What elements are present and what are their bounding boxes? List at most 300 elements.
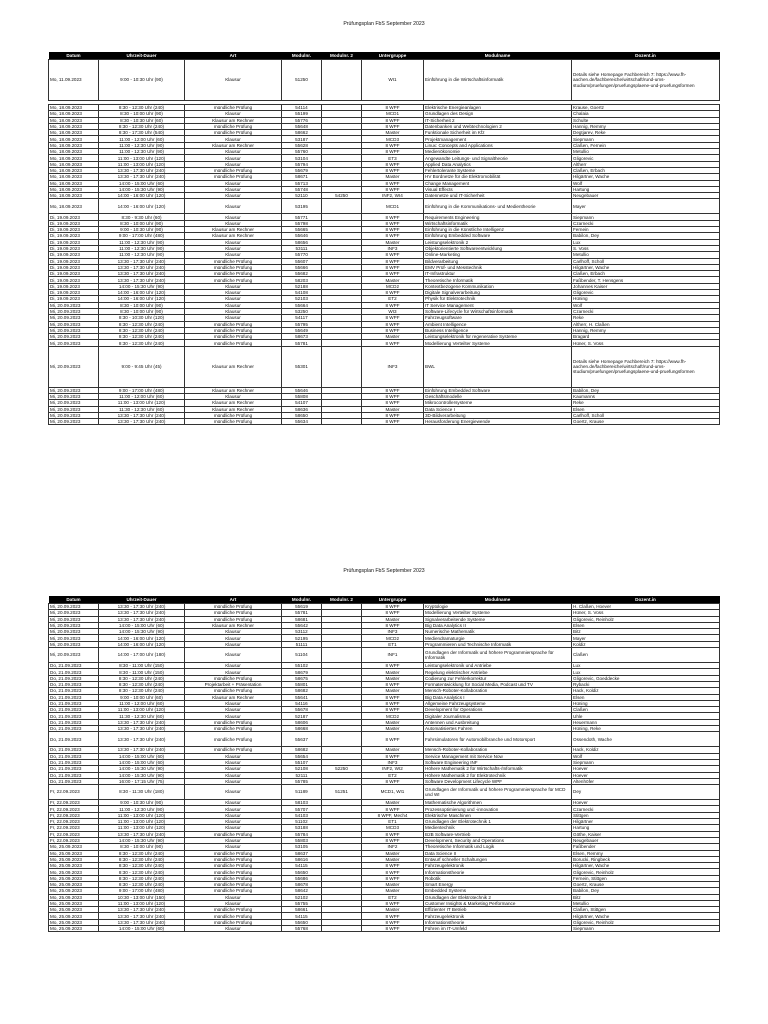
cell-art: Klausur am Rechner xyxy=(185,406,282,412)
cell-modulnr: 58606 xyxy=(282,719,322,725)
cell-untergruppe: Master xyxy=(362,239,424,245)
cell-dozent: Claßen xyxy=(572,707,720,713)
cell-untergruppe: 8 WPF xyxy=(362,837,424,843)
cell-modulname: Leistungselektronik 2 xyxy=(424,239,572,245)
cell-untergruppe: MCD3 xyxy=(362,136,424,142)
cell-modulnr: 53250 xyxy=(282,308,322,314)
cell-uhrzeit: 11:00 - 13:00 Uhr (120) xyxy=(99,161,185,167)
cell-dozent: Babilon, Dey xyxy=(572,233,720,239)
cell-modulnr: 58636 xyxy=(282,406,322,412)
cell-modulnr: 55634 xyxy=(282,419,322,425)
cell-dozent: Hüner, S. Voss xyxy=(572,340,720,346)
cell-art: Klausur am Rechner xyxy=(185,346,282,387)
cell-modulnr: 54116 xyxy=(282,700,322,706)
cell-art: mündliche Prüfung xyxy=(185,688,282,694)
cell-dozent: Krause, Goertz xyxy=(572,105,720,111)
cell-modulnr: 58662 xyxy=(282,130,322,136)
cell-art: mündliche Prüfung xyxy=(185,747,282,753)
cell-modulname: Digitaler Journalismus xyxy=(424,713,572,719)
cell-modulname: Grundlagen des Design xyxy=(424,111,572,117)
cell-datum: Mo, 25.09.2023 xyxy=(49,844,99,850)
cell-datum: Mo, 25.09.2023 xyxy=(49,913,99,919)
cell-art: mündliche Prüfung xyxy=(185,913,282,919)
cell-modulnr: 51250 xyxy=(282,60,322,101)
cell-modulname: Geschäftsmodelle xyxy=(424,393,572,399)
cell-dozent: Ossendoth, Wache xyxy=(572,732,720,747)
cell-dozent: Göthe, Kaiser xyxy=(572,831,720,837)
cell-untergruppe: 8 WPF xyxy=(362,387,424,393)
cell-untergruppe: 8 WPF xyxy=(362,233,424,239)
cell-untergruppe: INF2, WI4 xyxy=(362,193,424,199)
cell-dozent: Metullio xyxy=(572,900,720,906)
cell-modulnr: 58616 xyxy=(282,856,322,862)
cell-uhrzeit: 8:30 - 10:00 Uhr (90) xyxy=(99,220,185,226)
cell-uhrzeit: 11:00 - 13:00 Uhr (120) xyxy=(99,400,185,406)
cell-uhrzeit: 11:00 - 13:00 Uhr (120) xyxy=(99,707,185,713)
cell-untergruppe: 8 WPF xyxy=(362,258,424,264)
cell-uhrzeit: 14:00 - 15:30 Uhr (90) xyxy=(99,283,185,289)
cell-modulname: EMV Prüf- und Messtechnik xyxy=(424,264,572,270)
cell-uhrzeit: 11:00 - 12:00 Uhr (60) xyxy=(99,136,185,142)
cell-dozent: Claßen xyxy=(572,648,720,663)
cell-modulname: Theoretische Informatik xyxy=(424,277,572,283)
cell-untergruppe: 8 WPF xyxy=(362,321,424,327)
column-header-modulnr-2: Modulnr. 2 xyxy=(322,596,362,604)
cell-untergruppe: 8 WPF xyxy=(362,919,424,925)
cell-modulnr: 55785 xyxy=(282,778,322,784)
cell-dozent: Gligorevic, Reinholz xyxy=(572,869,720,875)
cell-art: Klausur xyxy=(185,111,282,117)
cell-modulnr: 58103 xyxy=(282,800,322,806)
cell-modulname: Grundlagen der Informatik und höhere Programmiersprache für MCD und WI xyxy=(424,785,572,800)
cell-dozent: Elsen xyxy=(572,406,720,412)
cell-art: Klausur xyxy=(185,669,282,675)
cell-modulname: Development for Operations xyxy=(424,707,572,713)
cell-datum: Mo, 25.09.2023 xyxy=(49,856,99,862)
cell-datum: Mo, 18.09.2023 xyxy=(49,149,99,155)
cell-dozent: Hilgärtner, Wache xyxy=(572,913,720,919)
cell-untergruppe: 8 WPF xyxy=(362,412,424,418)
cell-art: mündliche Prüfung xyxy=(185,340,282,346)
cell-uhrzeit: 8:30 - 10:00 Uhr (90) xyxy=(99,111,185,117)
cell-datum: Mo, 25.09.2023 xyxy=(49,894,99,900)
cell-dozent: Elsen xyxy=(572,622,720,628)
cell-uhrzeit: 13:30 - 17:30 Uhr (240) xyxy=(99,831,185,837)
cell-uhrzeit: 8:30 - 12:30 Uhr (240) xyxy=(99,334,185,340)
cell-uhrzeit: 8:30 - 9:30 Uhr (60) xyxy=(99,214,185,220)
cell-uhrzeit: 11:00 - 12:30 Uhr (90) xyxy=(99,806,185,812)
cell-untergruppe: 8 WPF xyxy=(362,149,424,155)
cell-modulnr: 55619 xyxy=(282,604,322,610)
cell-dozent: Metullio xyxy=(572,252,720,258)
cell-datum: Mo, 18.09.2023 xyxy=(49,117,99,123)
cell-modulnr: 52102 xyxy=(282,894,322,900)
cell-datum: Mi, 20.09.2023 xyxy=(49,635,99,641)
cell-untergruppe: 8 WPF xyxy=(362,180,424,186)
cell-uhrzeit: 11:00 - 12:30 Uhr (90) xyxy=(99,142,185,148)
cell-datum: Mo, 18.09.2023 xyxy=(49,199,99,214)
cell-art: Klausur xyxy=(185,214,282,220)
cell-modulnr: 55664 xyxy=(282,302,322,308)
cell-untergruppe: 8 WPF xyxy=(362,271,424,277)
cell-uhrzeit: 14:00 - 15:30 Uhr (90) xyxy=(99,629,185,635)
cell-modulnr: 58678 xyxy=(282,881,322,887)
cell-uhrzeit: 16:00 - 17:15 Uhr (75) xyxy=(99,778,185,784)
cell-untergruppe: MCD3 xyxy=(362,825,424,831)
cell-datum: Do, 21.09.2023 xyxy=(49,707,99,713)
cell-modulname: Customer Insights & Marketing Performance xyxy=(424,900,572,906)
cell-uhrzeit: 11:00 - 12:30 Uhr (90) xyxy=(99,245,185,251)
cell-modulnr: 55646 xyxy=(282,387,322,393)
cell-dozent: Czarnecki xyxy=(572,308,720,314)
cell-modulname: Einführung Embedded Software xyxy=(424,387,572,393)
cell-art: Klausur xyxy=(185,772,282,778)
cell-modulnr: 55199 xyxy=(282,111,322,117)
cell-dozent: Wolf xyxy=(572,302,720,308)
cell-datum: Mi, 20.09.2023 xyxy=(49,308,99,314)
cell-dozent: Siepmann xyxy=(572,926,720,932)
cell-modulname: Datenbanken und Webtechnologien 2 xyxy=(424,123,572,129)
table-row xyxy=(49,732,720,747)
cell-modulnr: 55650 xyxy=(282,869,322,875)
cell-modulnr: 55678 xyxy=(282,707,322,713)
cell-datum: Mo, 18.09.2023 xyxy=(49,167,99,173)
table-row xyxy=(49,199,720,214)
cell-modulname: IT-Sicherheit 2 xyxy=(424,117,572,123)
cell-untergruppe: Master xyxy=(362,719,424,725)
cell-modulname: HV Bordnetze für die Elektromobilität xyxy=(424,174,572,180)
cell-uhrzeit: 11:00 - 12:30 Uhr (90) xyxy=(99,239,185,245)
cell-modulnr: 55794 xyxy=(282,161,322,167)
cell-datum: Mo, 18.09.2023 xyxy=(49,186,99,192)
cell-datum: Mo, 18.09.2023 xyxy=(49,105,99,111)
cell-modulnr: 58656 xyxy=(282,239,322,245)
cell-art: mündliche Prüfung xyxy=(185,881,282,887)
cell-modulname: Software Development Lifecycle WPF xyxy=(424,778,572,784)
cell-uhrzeit: 14:00 - 15:30 Uhr (90) xyxy=(99,837,185,843)
cell-modulname: Business Intelligence xyxy=(424,327,572,333)
cell-art: Klausur xyxy=(185,753,282,759)
cell-dozent: Elsen, Remmy xyxy=(572,850,720,856)
cell-datum: Di, 19.09.2023 xyxy=(49,277,99,283)
cell-untergruppe: Master xyxy=(362,800,424,806)
cell-datum: Fr, 22.09.2023 xyxy=(49,831,99,837)
column-header-art: Art xyxy=(185,52,282,60)
cell-dozent: Altherr, H. Claßen xyxy=(572,321,720,327)
cell-dozent: Altherr xyxy=(572,161,720,167)
cell-art: Klausur xyxy=(185,844,282,850)
cell-art: mündliche Prüfung xyxy=(185,919,282,925)
cell-uhrzeit: 8:30 - 12:30 Uhr (240) xyxy=(99,869,185,875)
cell-modulnr: 54107 xyxy=(282,400,322,406)
cell-untergruppe: Master xyxy=(362,907,424,913)
cell-untergruppe: 8 WPF xyxy=(362,252,424,258)
cell-uhrzeit: 8:30 - 11:00 Uhr (150) xyxy=(99,663,185,669)
cell-datum: Mi, 20.09.2023 xyxy=(49,315,99,321)
cell-untergruppe: 8 WPF xyxy=(362,419,424,425)
cell-modulnr: 53104 xyxy=(282,155,322,161)
cell-untergruppe: 8 WPF xyxy=(362,681,424,687)
cell-art: mündliche Prüfung xyxy=(185,726,282,732)
cell-art: Klausur am Rechner xyxy=(185,694,282,700)
cell-modulname: Smart Energy xyxy=(424,881,572,887)
cell-untergruppe: MCD2 xyxy=(362,713,424,719)
cell-uhrzeit: 8:30 - 12:30 Uhr (240) xyxy=(99,688,185,694)
cell-dozent: Claßen, Fernein xyxy=(572,142,720,148)
cell-modulname: Requirements Engineering xyxy=(424,214,572,220)
cell-datum: Mi, 20.09.2023 xyxy=(49,412,99,418)
cell-dozent: Borucki, Ringbeck xyxy=(572,856,720,862)
cell-art: Klausur am Rechner xyxy=(185,622,282,628)
cell-untergruppe: 8 WPF xyxy=(362,604,424,610)
cell-datum: Di, 19.09.2023 xyxy=(49,258,99,264)
cell-modulnr: 53112 xyxy=(282,629,322,635)
cell-untergruppe: 8 WPF xyxy=(362,142,424,148)
cell-untergruppe: Master xyxy=(362,747,424,753)
cell-dozent: Carlhoff, Scholl xyxy=(572,258,720,264)
cell-art: Klausur xyxy=(185,800,282,806)
cell-uhrzeit: 11:00 - 13:00 Uhr (120) xyxy=(99,155,185,161)
cell-datum: Mo, 25.09.2023 xyxy=(49,926,99,932)
cell-uhrzeit: 10:30 - 13:00 Uhr (150) xyxy=(99,894,185,900)
cell-art: Klausur xyxy=(185,161,282,167)
cell-modulnr-2 xyxy=(322,60,362,101)
cell-dozent: Hilgärtner, Wache xyxy=(572,264,720,270)
cell-dozent: Siepmann xyxy=(572,214,720,220)
cell-untergruppe: MCD1, WI1 xyxy=(362,785,424,800)
cell-dozent: Wolf xyxy=(572,180,720,186)
cell-untergruppe: INF3 xyxy=(362,629,424,635)
cell-art: Klausur xyxy=(185,220,282,226)
cell-uhrzeit: 13:30 - 17:30 Uhr (240) xyxy=(99,726,185,732)
cell-art: Klausur xyxy=(185,641,282,647)
cell-modulnr-2 xyxy=(322,199,362,214)
cell-uhrzeit: 13:30 - 17:30 Uhr (240) xyxy=(99,419,185,425)
cell-art: Klausur xyxy=(185,713,282,719)
cell-datum: Do, 21.09.2023 xyxy=(49,747,99,753)
cell-untergruppe: 8 WPF xyxy=(362,214,424,220)
cell-uhrzeit: 13:30 - 17:30 Uhr (240) xyxy=(99,747,185,753)
cell-modulnr: 55713 xyxy=(282,180,322,186)
cell-modulnr: 55102 xyxy=(282,663,322,669)
cell-modulname: Grundlagen der Informatik und höhere Programmiersprache für Informatik xyxy=(424,648,572,663)
cell-art: Klausur xyxy=(185,819,282,825)
cell-uhrzeit: 8:30 - 12:30 Uhr (240) xyxy=(99,881,185,887)
cell-uhrzeit: 13:30 - 17:30 Uhr (240) xyxy=(99,919,185,925)
cell-modulnr-2 xyxy=(322,926,362,932)
cell-modulname: Software Engineering INF xyxy=(424,759,572,765)
cell-dozent: Hartung xyxy=(572,825,720,831)
cell-modulnr-2 xyxy=(322,419,362,425)
cell-modulname: Mathematische Algorithmen xyxy=(424,800,572,806)
cell-modulnr: 54115 xyxy=(282,863,322,869)
cell-art: Klausur am Rechner xyxy=(185,233,282,239)
cell-modulname: Wirtschaftsinformatik xyxy=(424,220,572,226)
cell-uhrzeit: 8:30 - 10:30 Uhr (120) xyxy=(99,315,185,321)
cell-art: Klausur xyxy=(185,766,282,772)
cell-modulname: Informationstheorie xyxy=(424,869,572,875)
cell-dozent: Wolf xyxy=(572,753,720,759)
cell-modulnr: 55798 xyxy=(282,220,322,226)
cell-art: Klausur xyxy=(185,648,282,663)
cell-uhrzeit: 11:00 - 12:00 Uhr (60) xyxy=(99,700,185,706)
cell-modulnr: 58682 xyxy=(282,747,322,753)
cell-uhrzeit: 14:00 - 16:00 Uhr (120) xyxy=(99,296,185,302)
cell-art: Klausur am Rechner xyxy=(185,117,282,123)
cell-untergruppe: 8 WPF xyxy=(362,622,424,628)
cell-modulnr: 55654 xyxy=(282,753,322,759)
cell-modulnr: 58671 xyxy=(282,174,322,180)
cell-datum: Di, 19.09.2023 xyxy=(49,214,99,220)
cell-uhrzeit: 13:30 - 17:30 Uhr (240) xyxy=(99,271,185,277)
cell-modulnr: 55607 xyxy=(282,258,322,264)
cell-untergruppe: 8 WPF xyxy=(362,117,424,123)
cell-datum: Mo, 18.09.2023 xyxy=(49,111,99,117)
cell-dozent: Gligorevic, Reinholz xyxy=(572,616,720,622)
cell-dozent: Chalaia xyxy=(572,111,720,117)
cell-art: mündliche Prüfung xyxy=(185,831,282,837)
cell-datum: Do, 21.09.2023 xyxy=(49,778,99,784)
cell-uhrzeit: 8:30 - 10:00 Uhr (90) xyxy=(99,308,185,314)
cell-modulnr: 55795 xyxy=(282,321,322,327)
cell-modulnr: 55776 xyxy=(282,117,322,123)
cell-untergruppe: 8 WPF xyxy=(362,863,424,869)
cell-uhrzeit: 13:30 - 17:30 Uhr (240) xyxy=(99,264,185,270)
cell-dozent: Schulte xyxy=(572,117,720,123)
cell-datum: Mo, 18.09.2023 xyxy=(49,174,99,180)
cell-art: Klausur xyxy=(185,806,282,812)
cell-dozent: Faßbender, T. Hensgens xyxy=(572,277,720,283)
exam-schedule-table xyxy=(48,52,720,425)
cell-untergruppe: 8 WPF xyxy=(362,302,424,308)
cell-dozent: Reke xyxy=(572,315,720,321)
cell-datum: Mo, 25.09.2023 xyxy=(49,881,99,887)
cell-modulname: Robotik xyxy=(424,875,572,881)
cell-uhrzeit: 8:30 - 12:30 Uhr (240) xyxy=(99,327,185,333)
cell-untergruppe: 8 WPF, Mech4 xyxy=(362,812,424,818)
cell-uhrzeit: 13:30 - 17:30 Uhr (240) xyxy=(99,167,185,173)
cell-art: mündliche Prüfung xyxy=(185,719,282,725)
cell-modulnr: 54117 xyxy=(282,315,322,321)
cell-modulnr: 55748 xyxy=(282,186,322,192)
cell-datum: Di, 19.09.2023 xyxy=(49,290,99,296)
cell-modulname: Einführung Embedded Software xyxy=(424,233,572,239)
cell-untergruppe: ET2 xyxy=(362,894,424,900)
cell-untergruppe: INF1 xyxy=(362,648,424,663)
cell-dozent: Gligorevic, Goeddecke xyxy=(572,675,720,681)
cell-art: Klausur xyxy=(185,60,282,101)
cell-modulnr: 55686 xyxy=(282,875,322,881)
cell-art: mündliche Prüfung xyxy=(185,277,282,283)
cell-untergruppe: Master xyxy=(362,616,424,622)
cell-modulnr: 58679 xyxy=(282,669,322,675)
cell-datum: Do, 21.09.2023 xyxy=(49,675,99,681)
cell-modulname: Signalverarbeitende Systeme xyxy=(424,616,572,622)
cell-modulnr: 54114 xyxy=(282,105,322,111)
cell-modulname: Embedded Systems xyxy=(424,888,572,894)
cell-art: mündliche Prüfung xyxy=(185,258,282,264)
cell-art: Klausur xyxy=(185,700,282,706)
cell-modulnr: 58675 xyxy=(282,675,322,681)
page-title: Prüfungsplan FbS September 2023 xyxy=(343,21,425,27)
cell-datum: Mi, 20.09.2023 xyxy=(49,604,99,610)
cell-modulnr: 53188 xyxy=(282,825,322,831)
cell-modulnr: 58650 xyxy=(282,412,322,418)
column-header-dozent: Dozent.in xyxy=(572,52,720,60)
cell-modulname: Antennen und Ausbreitung xyxy=(424,719,572,725)
cell-datum: Mo, 25.09.2023 xyxy=(49,875,99,881)
cell-modulnr: 53187 xyxy=(282,136,322,142)
cell-modulname: Visual Effects xyxy=(424,186,572,192)
cell-modulname: Informationstheorie xyxy=(424,919,572,925)
cell-dozent: Uhle xyxy=(572,713,720,719)
cell-datum: Mi, 20.09.2023 xyxy=(49,622,99,628)
cell-art: mündliche Prüfung xyxy=(185,419,282,425)
cell-datum: Mo, 18.09.2023 xyxy=(49,161,99,167)
cell-uhrzeit: 13:30 - 17:30 Uhr (240) xyxy=(99,616,185,622)
cell-uhrzeit: 13:30 - 17:30 Uhr (240) xyxy=(99,719,185,725)
table-row xyxy=(49,785,720,800)
cell-dozent: Hüner, S. Voss xyxy=(572,610,720,616)
cell-dozent: Lux xyxy=(572,669,720,675)
cell-untergruppe: Master xyxy=(362,334,424,340)
cell-datum: Di, 19.09.2023 xyxy=(49,271,99,277)
cell-dozent: Bitz xyxy=(572,629,720,635)
cell-datum: Mi, 20.09.2023 xyxy=(49,648,99,663)
cell-modulnr: 54108 xyxy=(282,290,322,296)
cell-dozent: Fernein xyxy=(572,227,720,233)
cell-modulnr: 55781 xyxy=(282,610,322,616)
cell-modulname: Codierung zur Fehlerkorrektur xyxy=(424,675,572,681)
cell-datum: Mi, 20.09.2023 xyxy=(49,387,99,393)
table-header-row xyxy=(49,52,720,60)
cell-datum: Mo, 18.09.2023 xyxy=(49,155,99,161)
cell-untergruppe: MCD2 xyxy=(362,283,424,289)
cell-dozent: Hack, Koldiz xyxy=(572,747,720,753)
cell-dozent: Fernein, Stittgen xyxy=(572,875,720,881)
cell-datum: Mi, 20.09.2023 xyxy=(49,629,99,635)
cell-datum: Do, 21.09.2023 xyxy=(49,759,99,765)
cell-modulnr: 55641 xyxy=(282,694,322,700)
cell-untergruppe: 8 WPF xyxy=(362,700,424,706)
cell-untergruppe: ET3 xyxy=(362,155,424,161)
cell-uhrzeit: 13:30 - 17:30 Uhr (240) xyxy=(99,604,185,610)
cell-modulname: Software-Lifecycle für Wirtschaftsinformatik xyxy=(424,308,572,314)
cell-datum: Do, 21.09.2023 xyxy=(49,753,99,759)
cell-untergruppe: MCD1 xyxy=(362,199,424,214)
cell-uhrzeit: 11:00 - 13:00 Uhr (120) xyxy=(99,812,185,818)
cell-art: Klausur xyxy=(185,629,282,635)
cell-dozent: Hilgärtner xyxy=(572,819,720,825)
cell-modulnr: 53195 xyxy=(282,199,322,214)
cell-modulname: Modellierung Verteilter Systeme xyxy=(424,610,572,616)
cell-datum: Do, 21.09.2023 xyxy=(49,766,99,772)
column-header-art: Art xyxy=(185,596,282,604)
cell-art: Klausur xyxy=(185,812,282,818)
exam-schedule-table xyxy=(48,596,720,932)
cell-uhrzeit: 14:00 - 16:00 Uhr (120) xyxy=(99,635,185,641)
cell-untergruppe: 8 WPF xyxy=(362,220,424,226)
cell-datum: Do, 21.09.2023 xyxy=(49,719,99,725)
cell-untergruppe: 8 WPF xyxy=(362,869,424,875)
cell-modulnr: 52110 xyxy=(282,193,322,199)
cell-modulname: Höhere Mathematik 2 für Wirtschafts-/Informatik xyxy=(424,766,572,772)
cell-untergruppe: Master xyxy=(362,726,424,732)
cell-untergruppe: ET2 xyxy=(362,296,424,302)
cell-dozent: Goertz, Krause xyxy=(572,419,720,425)
cell-art: mündliche Prüfung xyxy=(185,105,282,111)
cell-modulname: Fehlertolerante Systeme xyxy=(424,167,572,173)
